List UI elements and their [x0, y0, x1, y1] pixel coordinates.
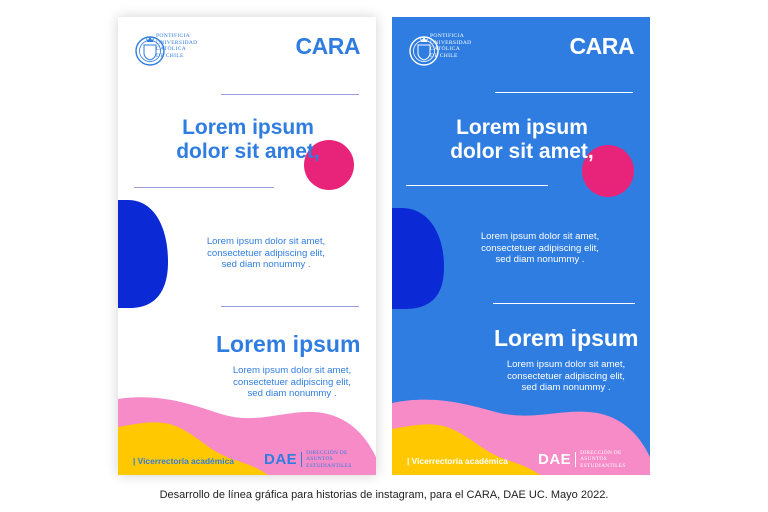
divider-line: [406, 185, 548, 186]
university-name: PONTIFICIA UNIVERSIDAD CATÓLICA DE CHILE: [430, 33, 472, 59]
footer-label: | Vicerrectoría académica: [407, 456, 508, 466]
caption: Desarrollo de línea gráfica para historias de instagram, para el CARA, DAE UC. Mayo 2022.: [159, 489, 609, 501]
body-paragraph-2: Lorem ipsum dolor sit amet, consectetuer adipiscing elit, sed diam nonummy .: [506, 359, 626, 393]
body-paragraph-1: Lorem ipsum dolor sit amet, consectetuer adipiscing elit, sed diam nonummy .: [206, 236, 326, 270]
cara-logo: CARA: [569, 33, 634, 59]
story-poster-white: [118, 17, 376, 475]
body-paragraph-1: Lorem ipsum dolor sit amet, consectetuer adipiscing elit, sed diam nonummy .: [480, 231, 600, 265]
headline: Lorem ipsum dolor sit amet,: [176, 116, 320, 163]
divider-line: [134, 187, 274, 188]
headline: Lorem ipsum dolor sit amet,: [450, 116, 594, 163]
university-name: PONTIFICIA UNIVERSIDAD CATÓLICA DE CHILE: [156, 33, 198, 59]
story-poster-blue: [392, 17, 650, 475]
cara-logo: CARA: [295, 33, 360, 59]
body-paragraph-2: Lorem ipsum dolor sit amet, consectetuer adipiscing elit, sed diam nonummy .: [232, 365, 352, 399]
dae-logo: DAE DIRECCIÓN DE ASUNTOS ESTUDIANTILES: [264, 449, 352, 469]
heading-2: Lorem ipsum: [494, 325, 639, 351]
divider-line: [221, 94, 359, 95]
blue-blob-shape: [392, 208, 444, 309]
divider-line: [493, 303, 635, 304]
heading-2: Lorem ipsum: [216, 331, 361, 357]
divider-line: [221, 306, 359, 307]
divider-line: [495, 92, 633, 93]
dae-logo: DAE DIRECCIÓN DE ASUNTOS ESTUDIANTILES: [538, 449, 626, 469]
footer-label: | Vicerrectoría académica: [133, 456, 234, 466]
blue-blob-shape: [118, 200, 168, 308]
